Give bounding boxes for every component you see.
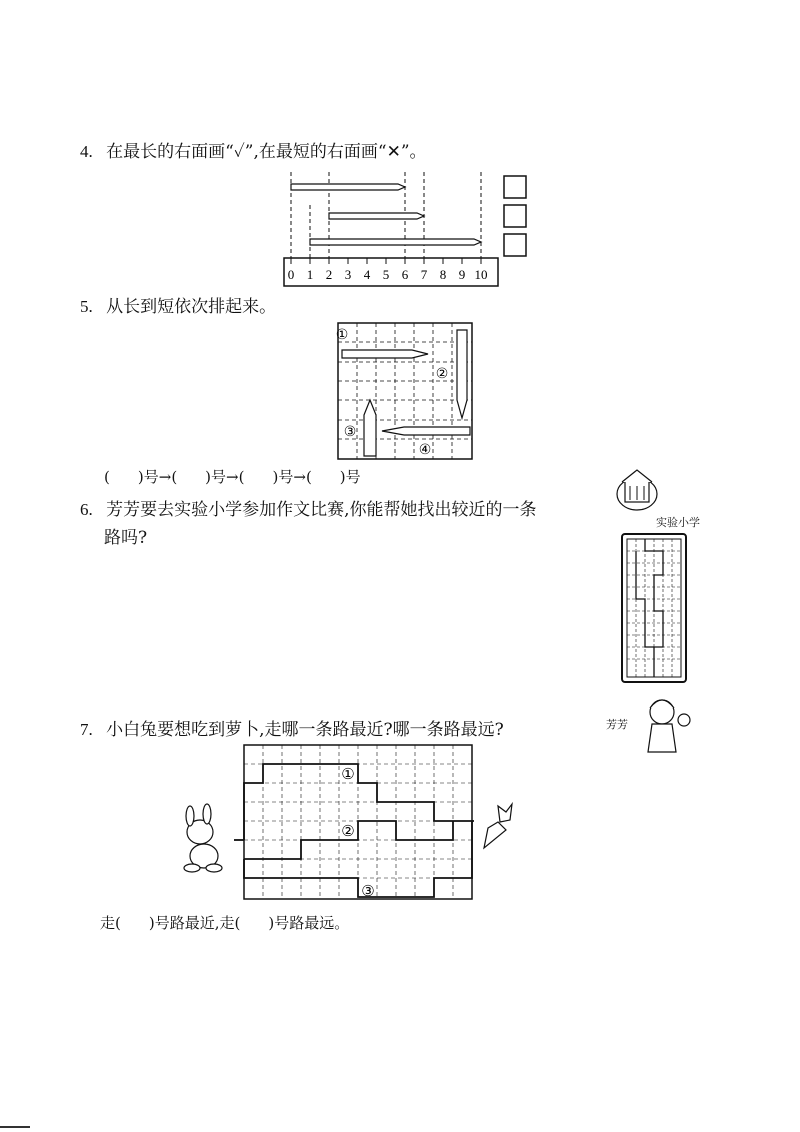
- unit-text: 号: [211, 468, 227, 486]
- answer-text-1: 走(: [100, 914, 121, 932]
- paren-close: ): [339, 468, 346, 486]
- tick-label: 3: [344, 267, 352, 282]
- tick-label: 5: [382, 267, 390, 282]
- tick-label: 10: [474, 267, 488, 282]
- question-number: 7.: [80, 720, 93, 739]
- label-2: ②: [435, 366, 449, 382]
- label-2: ②: [341, 822, 355, 840]
- question-text-line1: 芳芳要去实验小学参加作文比赛,你能帮她找出较近的一条: [106, 500, 537, 520]
- tick-label: 6: [401, 267, 409, 282]
- paren-close: ): [272, 468, 279, 486]
- school-label: 实验小学: [656, 516, 700, 529]
- question-number: 5.: [80, 297, 93, 316]
- question-text-line2: 路吗?: [104, 528, 148, 548]
- answer-text-3: )号路最远。: [268, 914, 350, 932]
- paren-open: (: [305, 468, 312, 486]
- tick-label: 0: [287, 267, 295, 282]
- paren-open: (: [238, 468, 245, 486]
- paren-open: (: [104, 468, 110, 486]
- tick-label: 8: [439, 267, 447, 282]
- label-3: ③: [343, 424, 357, 440]
- unit-text: 号: [278, 468, 294, 486]
- tick-label: 9: [458, 267, 466, 282]
- label-4: ④: [418, 442, 432, 458]
- arrow-icon: →: [293, 468, 306, 486]
- unit-text: 号: [143, 468, 159, 486]
- question-text: 在最长的右面画“✓”,在最短的右面画“✕”。: [106, 142, 427, 162]
- question-7-answer: [100, 912, 349, 933]
- question-text: 从长到短依次排起来。: [106, 297, 277, 317]
- label-1: ①: [341, 765, 355, 783]
- question-number: 6.: [80, 500, 93, 519]
- arrow-icon: →: [226, 468, 239, 486]
- unit-text: 号: [345, 468, 361, 486]
- girl-label: 芳芳: [606, 718, 628, 731]
- label-3: ③: [361, 882, 375, 900]
- page-edge-mark: [0, 1126, 30, 1128]
- answer-text-2: )号路最近,走(: [148, 914, 241, 932]
- rabbit-icon: [184, 804, 222, 872]
- arrow-icon: →: [158, 468, 172, 486]
- paren-close: ): [137, 468, 144, 486]
- tick-label: 1: [306, 267, 314, 282]
- tick-label: 7: [420, 267, 428, 282]
- tick-label: 4: [363, 267, 371, 282]
- question-number: 4.: [80, 142, 93, 161]
- paren-open: (: [171, 468, 178, 486]
- label-1: ①: [335, 327, 349, 343]
- tick-label: 2: [325, 267, 333, 282]
- question-text: 小白兔要想吃到萝卜,走哪一条路最近?哪一条路最远?: [106, 720, 504, 740]
- paren-close: ): [205, 468, 212, 486]
- carrot-icon: [484, 804, 512, 848]
